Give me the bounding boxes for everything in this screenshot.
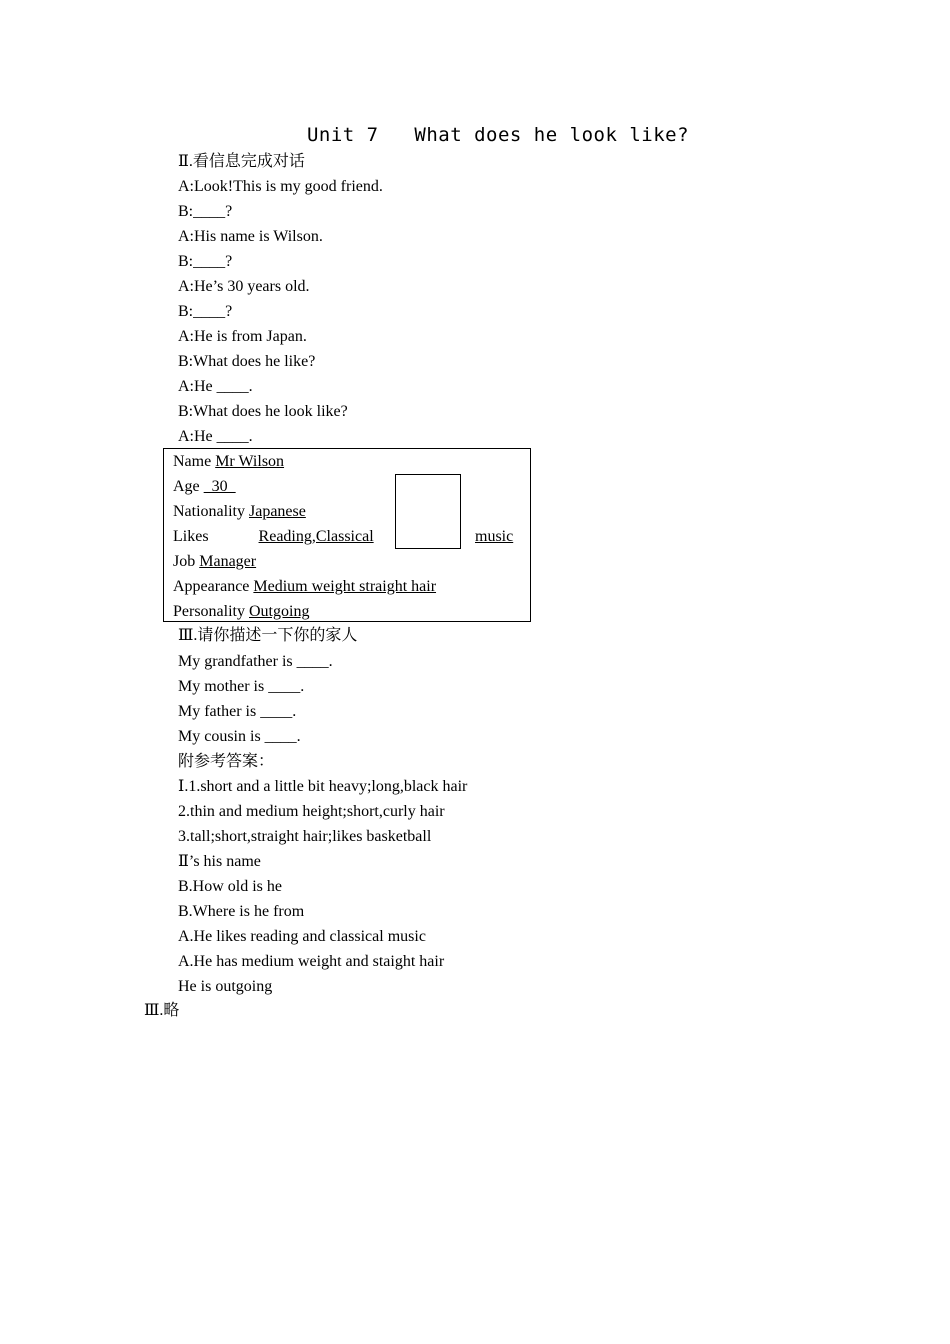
answer-line: A.He likes reading and classical music	[178, 928, 426, 945]
answer-line: Ⅱ’s his name	[178, 853, 261, 870]
dialogue-line: B:____?	[178, 203, 233, 220]
name-value: Mr Wilson	[215, 453, 285, 470]
info-row-personality	[173, 602, 309, 622]
appearance-value: Medium weight straight hair	[253, 578, 437, 595]
answer-line: 3.tall;short,straight hair;likes basketball	[178, 828, 432, 845]
dialogue-line: B:____?	[178, 303, 233, 320]
likes-value: Reading,Classical	[258, 528, 374, 545]
answers-heading: 附参考答案：	[178, 753, 275, 770]
page-title: Unit 7 What does he look like?	[306, 124, 690, 146]
answer-line: A.He has medium weight and staight hair	[178, 953, 445, 970]
info-row-likes	[173, 527, 374, 547]
appearance-label: Appearance	[173, 578, 250, 595]
job-value: Manager	[199, 553, 257, 570]
personality-value: Outgoing	[249, 603, 310, 620]
age-value: 30	[203, 478, 236, 495]
dialogue-line: A:He is from Japan.	[178, 328, 307, 345]
nationality-value: Japanese	[248, 503, 306, 520]
nationality-label: Nationality	[173, 503, 245, 520]
info-row-name	[173, 452, 284, 472]
info-row-job	[173, 552, 256, 572]
section-3-heading: Ⅲ.请你描述一下你的家人	[178, 627, 358, 644]
answer-line: Ⅰ.1.short and a little bit heavy;long,black hair	[178, 778, 468, 795]
dialogue-line: A:He ____.	[178, 378, 253, 395]
info-row-nationality	[173, 502, 306, 522]
job-label: Job	[173, 553, 196, 570]
likes-value-continued: music	[475, 528, 514, 545]
likes-label: Likes	[173, 528, 209, 545]
name-label: Name	[173, 453, 212, 470]
family-line: My grandfather is ____.	[178, 653, 333, 670]
info-row-age	[173, 477, 236, 497]
dialogue-line: B:What does he like?	[178, 353, 316, 370]
section-2-heading: Ⅱ.看信息完成对话	[178, 153, 305, 170]
dialogue-line: A:Look!This is my good friend.	[178, 178, 383, 195]
dialogue-line: B:What does he look like?	[178, 403, 348, 420]
family-line: My cousin is ____.	[178, 728, 301, 745]
dialogue-line: A:His name is Wilson.	[178, 228, 323, 245]
answer-line: He is outgoing	[178, 978, 273, 995]
info-row-appearance	[173, 577, 436, 597]
dialogue-line: A:He’s 30 years old.	[178, 278, 310, 295]
photo-placeholder	[395, 474, 461, 549]
family-line: My mother is ____.	[178, 678, 305, 695]
answer-line: B.How old is he	[178, 878, 282, 895]
answer-line: B.Where is he from	[178, 903, 305, 920]
dialogue-line: B:____?	[178, 253, 233, 270]
family-line: My father is ____.	[178, 703, 297, 720]
personality-label: Personality	[173, 603, 245, 620]
answer-line: 2.thin and medium height;short,curly hair	[178, 803, 445, 820]
age-label: Age	[173, 478, 200, 495]
answers-final: Ⅲ.略	[144, 1002, 180, 1019]
info-card	[163, 448, 531, 622]
dialogue-line: A:He ____.	[178, 428, 253, 445]
